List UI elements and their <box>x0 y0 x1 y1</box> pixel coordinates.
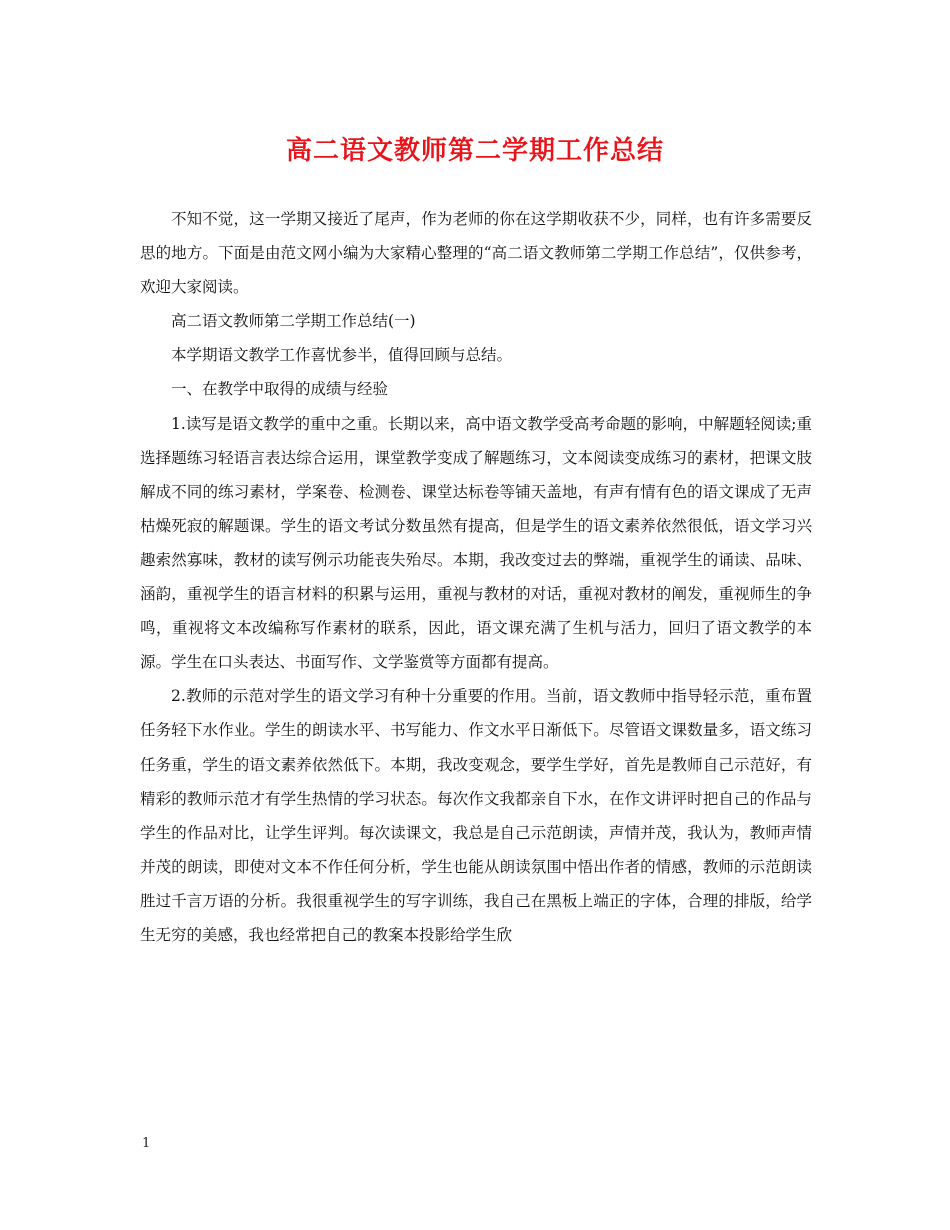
subheading-achievements: 一、在教学中取得的成绩与经验 <box>171 380 389 399</box>
section-heading: 高二语文教师第二学期工作总结(一) <box>171 312 416 331</box>
document-title: 高二语文教师第二学期工作总结 <box>285 136 664 166</box>
point-1-paragraph: 1.读写是语文教学的重中之重。长期以来，高中语文教学受高考命题的影响，中解题轻阅读;重选择题练习轻语言表达综合运用，课堂教学变成了解题练习，文本阅读变成练习的素材，把课文肢解成不同的练习素材，学案卷、检测卷、课堂达标卷等铺天盖地，有声有情有色的语文课成了无声枯燥死寂的解题课。学生的语文考试分数虽然有提高，但是学生的语文素养依然很低，语文学习兴趣索然寡味，教材的读写例示功能丧失殆尽。本期，我改变过去的弊端，重视学生的诵读、品味、涵韵，重视学生的语言材料的积累与运用，重视与教材的对话，重视对教材的阐发，重视师生的争鸣，重视将文本改编称写作素材的联系，因此，语文课充满了生机与活力，回归了语文教学的本源。学生在口头表达、书面写作、文学鉴赏等方面都有提高。 <box>140 414 812 672</box>
document-body <box>140 202 812 952</box>
summary-paragraph: 本学期语文教学工作喜忧参半，值得回顾与总结。 <box>171 346 513 365</box>
intro-paragraph: 不知不觉，这一学期又接近了尾声，作为老师的你在这学期收获不少，同样，也有许多需要反思的地方。下面是由范文网小编为大家精心整理的“高二语文教师第二学期工作总结”，仅供参考，欢迎大家阅读。 <box>140 210 812 297</box>
point-2-paragraph: 2.教师的示范对学生的语文学习有种十分重要的作用。当前，语文教师中指导轻示范，重布置任务轻下水作业。学生的朗读水平、书写能力、作文水平日渐低下。尽管语文课数量多，语文练习任务重，学生的语文素养依然低下。本期，我改变观念，要学生学好，首先是教师自己示范好，有精彩的教师示范才有学生热情的学习状态。每次作文我都亲自下水，在作文讲评时把自己的作品与学生的作品对比，让学生评判。每次读课文，我总是自己示范朗读，声情并茂，我认为，教师声情并茂的朗读，即使对文本不作任何分析，学生也能从朗读氛围中悟出作者的情感，教师的示范朗读胜过千言万语的分析。我很重视学生的写字训练，我自己在黑板上端正的字体，合理的排版，给学生无穷的美感，我也经常把自己的教案本投影给学生欣 <box>140 687 812 944</box>
page-number: 1 <box>142 1136 151 1151</box>
